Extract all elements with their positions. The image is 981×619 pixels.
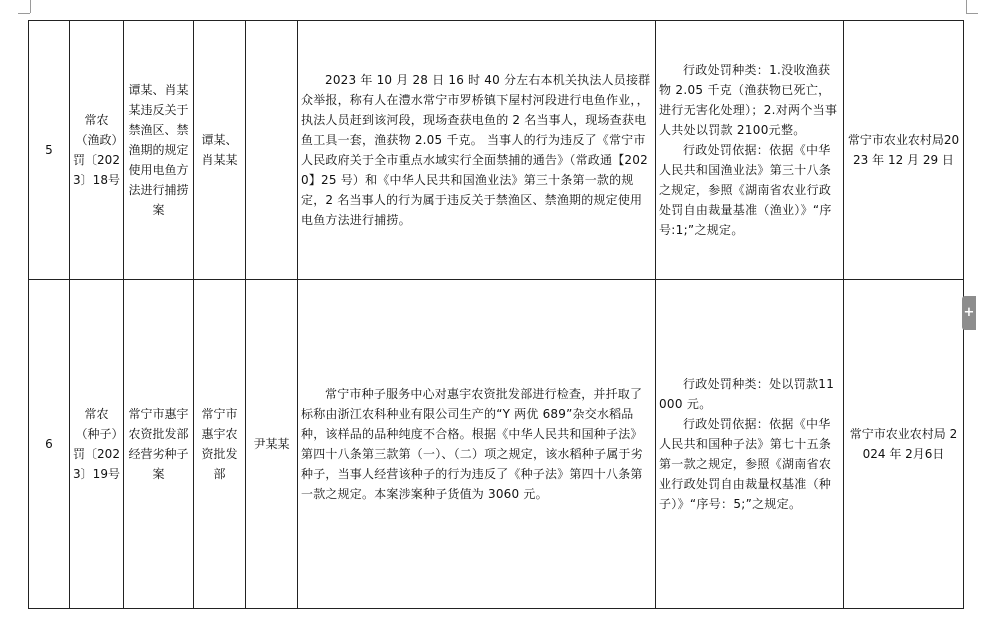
legal-representative: 尹某某	[246, 280, 298, 609]
case-facts	[298, 21, 656, 280]
penalty-basis: 行政处罚依据：依据《中华人民共和国渔业法》第三十八条之规定，参照《湖南省农业行政处罚自由裁量基准（渔业）》“序号:1;”之规定。	[659, 143, 832, 237]
penalty-basis: 行政处罚依据：依据《中华人民共和国种子法》第七十五条第一款之规定，参照《湖南省农业行政处罚自由裁量权基准（种子）》“序号：5;”之规定。	[659, 417, 832, 511]
penalty-cell	[656, 21, 844, 280]
add-icon[interactable]: +	[962, 296, 976, 330]
party-name: 常宁市惠宇农资批发部	[194, 280, 246, 609]
document-number: 常农（种子）罚〔2023〕19号	[70, 280, 124, 609]
case-facts-text: 常宁市种子服务中心对惠宇农资批发部进行检查，并扦取了标称由浙江农科种业有限公司生产的“Y 两优 689”杂交水稻品种，该样品的品种纯度不合格。根据《中华人民共和国种子法》第四十八条第三款第（一）、（二）项之规定，该水稻种子属于劣种子，当事人经营该种子的行为违反了《种子法》第四十八条第一款之规定。本案涉案种子货值为 3060 元。	[301, 387, 643, 501]
row-number: 5	[29, 21, 70, 280]
crop-mark	[966, 13, 978, 14]
case-facts	[298, 280, 656, 609]
document-number: 常农（渔政）罚〔2023〕18号	[70, 21, 124, 280]
crop-mark	[966, 0, 967, 13]
crop-mark	[30, 0, 31, 13]
penalty-cell	[656, 280, 844, 609]
penalty-type: 行政处罚种类：1.没收渔获物 2.05 千克（渔获物已死亡，进行无害化处理）；2.对两个当事人共处以罚款 2100元整。	[659, 63, 838, 137]
table-row	[29, 280, 964, 609]
row-number: 6	[29, 280, 70, 609]
crop-mark	[18, 13, 30, 14]
penalty-table	[28, 20, 964, 609]
case-facts-text: 2023 年 10 月 28 日 16 时 40 分左右本机关执法人员接群众举报，称有人在澧水常宁市罗桥镇下屋村河段进行电鱼作业，，执法人员赶到该河段，现场查获电鱼的 2 名当事人，现场查获电鱼工具一套，渔获物 2.05 千克。 当事人的行为违反了《常宁市人民政府关于全市重点水域实行全面禁捕的通告》（常政通【2020】25 号）和《中华人民共和国渔业法》第三十条第一款的规定，2 名当事人的行为属于违反关于禁渔区、禁渔期的规定使用电鱼方法进行捕捞。	[301, 73, 651, 227]
authority-date: 常宁市农业农村局2023 年 12 月 29 日	[844, 21, 964, 280]
authority-date: 常宁市农业农村局 2024 年 2月6日	[844, 280, 964, 609]
table-row	[29, 21, 964, 280]
case-name: 谭某、肖某某违反关于禁渔区、禁渔期的规定使用电鱼方法进行捕捞案	[124, 21, 194, 280]
case-name: 常宁市惠宇农资批发部经营劣种子案	[124, 280, 194, 609]
party-name: 谭某、肖某某	[194, 21, 246, 280]
penalty-type: 行政处罚种类：处以罚款11000 元。	[659, 377, 835, 411]
legal-representative	[246, 21, 298, 280]
